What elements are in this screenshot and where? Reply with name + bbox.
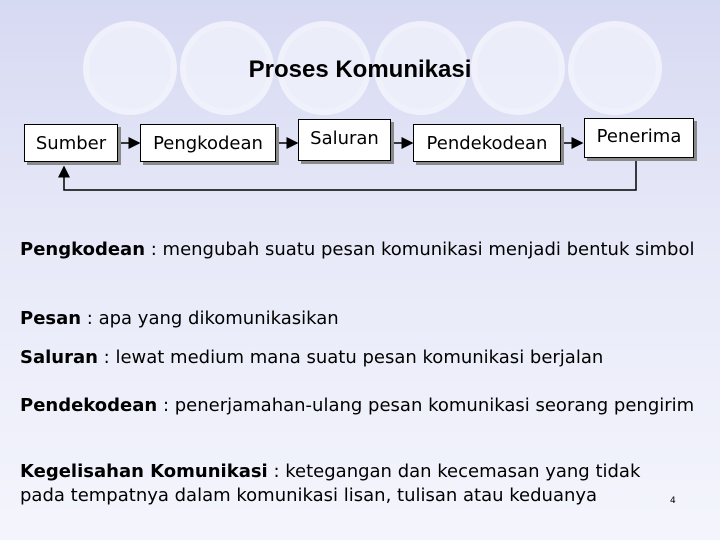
flow-label: Penerima: [596, 126, 682, 147]
definition-separator: :: [145, 239, 163, 260]
flow-label: Sumber: [35, 132, 107, 154]
definition-separator: :: [97, 347, 116, 368]
definition-term: Saluran: [20, 347, 98, 368]
definition-term: Pengkodean: [20, 239, 146, 260]
definition-text: apa yang dikomunikasikan: [98, 308, 339, 329]
flow-box-penerima: [584, 118, 694, 158]
flow-box-pengkodean: [140, 124, 276, 162]
definition-separator: :: [157, 395, 175, 416]
definition-separator: :: [81, 308, 99, 329]
page-number: 4: [670, 496, 676, 506]
definition-item: [20, 346, 603, 370]
definition-term: Pesan: [20, 308, 82, 329]
page-title: Proses Komunikasi: [248, 56, 472, 83]
flow-box-pendekodean: [413, 124, 561, 162]
definition-term: Pendekodean: [20, 395, 158, 416]
flow-label: Saluran: [310, 128, 379, 149]
definition-item: [20, 460, 670, 508]
definition-text: penerjamahan-ulang pesan komunikasi seorang pengirim: [174, 395, 695, 416]
definition-item: [20, 238, 694, 262]
definition-term: Kegelisahan Komunikasi: [20, 461, 268, 482]
definition-text: ketegangan dan kecemasan yang tidak pada tempatnya dalam komunikasi lisan, tulisan atau keduanya: [20, 461, 641, 506]
definition-item: [20, 394, 694, 418]
definition-text: mengubah suatu pesan komunikasi menjadi bentuk simbol: [162, 239, 695, 260]
feedback-loop: [64, 160, 636, 190]
flow-box-saluran: [298, 119, 391, 161]
flow-box-sumber: [24, 124, 118, 162]
flow-label: Pengkodean: [153, 132, 263, 154]
definition-separator: :: [267, 461, 286, 482]
definition-item: [20, 307, 339, 331]
definition-text: lewat medium mana suatu pesan komunikasi berjalan: [115, 347, 604, 368]
flow-label: Pendekodean: [426, 132, 548, 154]
